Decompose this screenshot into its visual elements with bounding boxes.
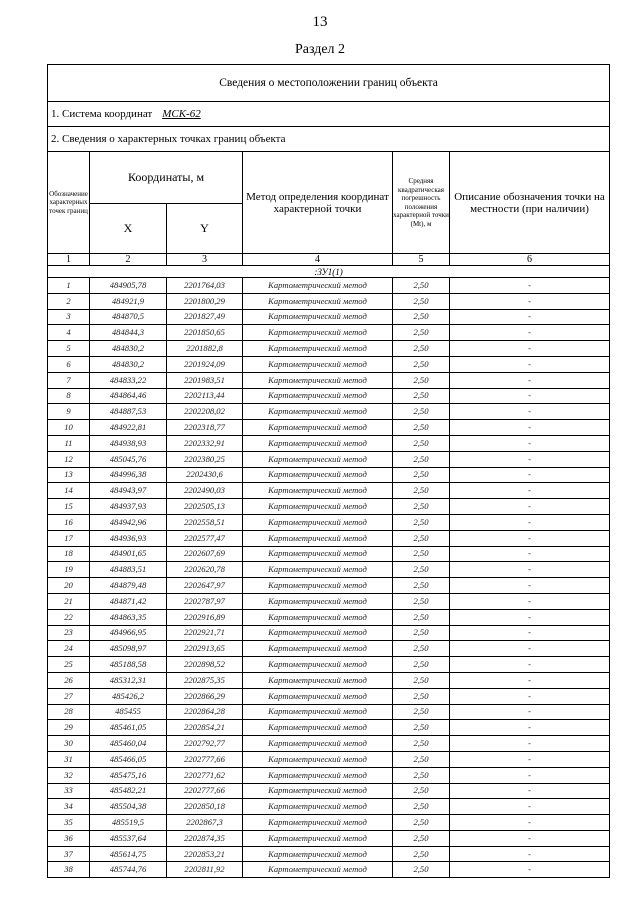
method-cell: Картометрический метод: [243, 751, 393, 767]
table-row: [48, 483, 610, 499]
precision-cell: 2,50: [393, 767, 450, 783]
precision-cell: 2,50: [393, 388, 450, 404]
precision-cell: 2,50: [393, 783, 450, 799]
description-cell: -: [450, 278, 610, 294]
point-id-cell: 19: [48, 562, 90, 578]
y-cell: 2201764,03: [167, 278, 243, 294]
method-cell: Картометрический метод: [243, 736, 393, 752]
x-cell: 485188,58: [90, 657, 167, 673]
point-id-cell: 38: [48, 862, 90, 878]
method-cell: Картометрический метод: [243, 767, 393, 783]
description-cell: -: [450, 720, 610, 736]
y-cell: 2202916,89: [167, 609, 243, 625]
method-cell: Картометрический метод: [243, 657, 393, 673]
x-cell: 484863,35: [90, 609, 167, 625]
y-cell: 2201850,65: [167, 325, 243, 341]
col-number: 1: [48, 254, 90, 266]
y-cell: 2202854,21: [167, 720, 243, 736]
x-cell: 484922,81: [90, 420, 167, 436]
x-cell: 484905,78: [90, 278, 167, 294]
table-row: [48, 420, 610, 436]
table-row: [48, 641, 610, 657]
y-cell: 2202811,92: [167, 862, 243, 878]
table-row: [48, 657, 610, 673]
description-cell: -: [450, 309, 610, 325]
description-cell: -: [450, 704, 610, 720]
point-id-cell: 17: [48, 530, 90, 546]
point-id-cell: 33: [48, 783, 90, 799]
method-cell: Картометрический метод: [243, 704, 393, 720]
precision-cell: 2,50: [393, 815, 450, 831]
y-cell: 2202898,52: [167, 657, 243, 673]
y-cell: 2202866,29: [167, 688, 243, 704]
precision-cell: 2,50: [393, 483, 450, 499]
table-row: [48, 609, 610, 625]
description-cell: -: [450, 799, 610, 815]
method-cell: Картометрический метод: [243, 514, 393, 530]
table-row: [48, 799, 610, 815]
header-coords: Координаты, м: [90, 152, 243, 204]
point-id-cell: 24: [48, 641, 90, 657]
page-number: 13: [312, 14, 328, 30]
x-cell: 485537,64: [90, 830, 167, 846]
table-row: [48, 704, 610, 720]
table-row: [48, 404, 610, 420]
method-cell: Картометрический метод: [243, 293, 393, 309]
x-cell: 485426,2: [90, 688, 167, 704]
precision-cell: 2,50: [393, 862, 450, 878]
description-cell: -: [450, 420, 610, 436]
method-cell: Картометрический метод: [243, 862, 393, 878]
table-row: [48, 341, 610, 357]
point-id-cell: 20: [48, 578, 90, 594]
point-id-cell: 22: [48, 609, 90, 625]
y-cell: 2201882,8: [167, 341, 243, 357]
description-cell: -: [450, 688, 610, 704]
point-id-cell: 27: [48, 688, 90, 704]
point-id-cell: 15: [48, 499, 90, 515]
description-cell: -: [450, 657, 610, 673]
description-cell: -: [450, 672, 610, 688]
x-cell: 485504,38: [90, 799, 167, 815]
x-cell: 484887,53: [90, 404, 167, 420]
point-id-cell: 31: [48, 751, 90, 767]
method-cell: Картометрический метод: [243, 325, 393, 341]
precision-cell: 2,50: [393, 799, 450, 815]
x-cell: 484936,93: [90, 530, 167, 546]
y-cell: 2202921,71: [167, 625, 243, 641]
description-cell: -: [450, 388, 610, 404]
precision-cell: 2,50: [393, 356, 450, 372]
description-cell: -: [450, 435, 610, 451]
col-number: 4: [243, 254, 393, 266]
point-id-cell: 6: [48, 356, 90, 372]
table-row: [48, 830, 610, 846]
y-cell: 2202208,02: [167, 404, 243, 420]
x-cell: 484937,93: [90, 499, 167, 515]
x-cell: 484864,46: [90, 388, 167, 404]
method-cell: Картометрический метод: [243, 420, 393, 436]
description-cell: -: [450, 562, 610, 578]
method-cell: Картометрический метод: [243, 593, 393, 609]
method-cell: Картометрический метод: [243, 404, 393, 420]
x-cell: 484883,51: [90, 562, 167, 578]
y-cell: 2202777,66: [167, 783, 243, 799]
precision-cell: 2,50: [393, 672, 450, 688]
point-id-cell: 5: [48, 341, 90, 357]
x-cell: 485460,04: [90, 736, 167, 752]
table-row: [48, 451, 610, 467]
method-cell: Картометрический метод: [243, 609, 393, 625]
x-cell: 485098,97: [90, 641, 167, 657]
method-cell: Картометрический метод: [243, 388, 393, 404]
y-cell: 2202607,69: [167, 546, 243, 562]
y-cell: 2202558,51: [167, 514, 243, 530]
method-cell: Картометрический метод: [243, 546, 393, 562]
precision-cell: 2,50: [393, 641, 450, 657]
point-id-cell: 3: [48, 309, 90, 325]
description-cell: -: [450, 514, 610, 530]
point-id-cell: 7: [48, 372, 90, 388]
precision-cell: 2,50: [393, 341, 450, 357]
point-id-cell: 2: [48, 293, 90, 309]
x-cell: 484921,9: [90, 293, 167, 309]
header-x: X: [90, 204, 167, 254]
y-cell: 2202490,03: [167, 483, 243, 499]
precision-cell: 2,50: [393, 704, 450, 720]
description-cell: -: [450, 451, 610, 467]
table-row: [48, 325, 610, 341]
precision-cell: 2,50: [393, 562, 450, 578]
method-cell: Картометрический метод: [243, 578, 393, 594]
y-cell: 2202787,97: [167, 593, 243, 609]
x-cell: 484996,38: [90, 467, 167, 483]
x-cell: 484844,3: [90, 325, 167, 341]
y-cell: 2202430,6: [167, 467, 243, 483]
description-cell: -: [450, 356, 610, 372]
precision-cell: 2,50: [393, 499, 450, 515]
precision-cell: 2,50: [393, 578, 450, 594]
x-cell: 485614,75: [90, 846, 167, 862]
method-cell: Картометрический метод: [243, 688, 393, 704]
precision-cell: 2,50: [393, 420, 450, 436]
description-cell: -: [450, 783, 610, 799]
point-id-cell: 16: [48, 514, 90, 530]
header-point-id: Обозначение характерных точек границ: [48, 152, 90, 254]
section-title: Раздел 2: [294, 42, 346, 57]
table-row: [48, 751, 610, 767]
table-row: [48, 499, 610, 515]
precision-cell: 2,50: [393, 530, 450, 546]
y-cell: 2202853,21: [167, 846, 243, 862]
point-id-cell: 28: [48, 704, 90, 720]
table-row: [48, 546, 610, 562]
y-cell: 2202577,47: [167, 530, 243, 546]
precision-cell: 2,50: [393, 751, 450, 767]
method-cell: Картометрический метод: [243, 278, 393, 294]
point-id-cell: 21: [48, 593, 90, 609]
precision-cell: 2,50: [393, 293, 450, 309]
point-id-cell: 37: [48, 846, 90, 862]
method-cell: Картометрический метод: [243, 846, 393, 862]
method-cell: Картометрический метод: [243, 641, 393, 657]
method-cell: Картометрический метод: [243, 625, 393, 641]
point-id-cell: 29: [48, 720, 90, 736]
method-cell: Картометрический метод: [243, 435, 393, 451]
y-cell: 2202113,44: [167, 388, 243, 404]
x-cell: 484833,22: [90, 372, 167, 388]
y-cell: 2201800,29: [167, 293, 243, 309]
col-number: 2: [90, 254, 167, 266]
point-id-cell: 9: [48, 404, 90, 420]
method-cell: Картометрический метод: [243, 451, 393, 467]
table-row: [48, 293, 610, 309]
description-cell: -: [450, 578, 610, 594]
precision-cell: 2,50: [393, 404, 450, 420]
x-cell: 485744,76: [90, 862, 167, 878]
table-row: [48, 356, 610, 372]
point-id-cell: 34: [48, 799, 90, 815]
point-id-cell: 23: [48, 625, 90, 641]
description-cell: -: [450, 467, 610, 483]
precision-cell: 2,50: [393, 309, 450, 325]
table-row: [48, 720, 610, 736]
y-cell: 2202874,35: [167, 830, 243, 846]
table-row: [48, 514, 610, 530]
table-row: [48, 736, 610, 752]
point-id-cell: 14: [48, 483, 90, 499]
table-row: [48, 625, 610, 641]
table-row: [48, 688, 610, 704]
table-title: Сведения о местоположении границ объекта: [48, 65, 610, 102]
header-y: Y: [167, 204, 243, 254]
description-cell: -: [450, 625, 610, 641]
method-cell: Картометрический метод: [243, 815, 393, 831]
col-number: 6: [450, 254, 610, 266]
boundary-table: [47, 64, 610, 878]
table-row: [48, 672, 610, 688]
header-description: Описание обозначения точки на местности (при наличии): [450, 152, 610, 254]
header-method: Метод определения координат характерной точки: [243, 152, 393, 254]
method-cell: Картометрический метод: [243, 483, 393, 499]
method-cell: Картометрический метод: [243, 830, 393, 846]
description-cell: -: [450, 499, 610, 515]
point-id-cell: 12: [48, 451, 90, 467]
table-row: [48, 309, 610, 325]
point-id-cell: 1: [48, 278, 90, 294]
table-row: [48, 530, 610, 546]
point-id-cell: 36: [48, 830, 90, 846]
table-row: [48, 783, 610, 799]
table-row: [48, 562, 610, 578]
x-cell: 485045,76: [90, 451, 167, 467]
point-id-cell: 8: [48, 388, 90, 404]
point-id-cell: 4: [48, 325, 90, 341]
y-cell: 2202792,77: [167, 736, 243, 752]
table-row: [48, 846, 610, 862]
y-cell: 2202850,18: [167, 799, 243, 815]
description-cell: -: [450, 593, 610, 609]
description-cell: -: [450, 751, 610, 767]
precision-cell: 2,50: [393, 514, 450, 530]
description-cell: -: [450, 546, 610, 562]
precision-cell: 2,50: [393, 325, 450, 341]
method-cell: Картометрический метод: [243, 309, 393, 325]
description-cell: -: [450, 846, 610, 862]
description-cell: -: [450, 325, 610, 341]
description-cell: -: [450, 341, 610, 357]
description-cell: -: [450, 736, 610, 752]
method-cell: Картометрический метод: [243, 783, 393, 799]
table-row: [48, 278, 610, 294]
description-cell: -: [450, 830, 610, 846]
precision-cell: 2,50: [393, 830, 450, 846]
method-cell: Картометрический метод: [243, 799, 393, 815]
method-cell: Картометрический метод: [243, 720, 393, 736]
method-cell: Картометрический метод: [243, 530, 393, 546]
precision-cell: 2,50: [393, 720, 450, 736]
y-cell: 2202864,28: [167, 704, 243, 720]
table-row: [48, 388, 610, 404]
x-cell: 484942,96: [90, 514, 167, 530]
table-row: [48, 372, 610, 388]
y-cell: 2202777,66: [167, 751, 243, 767]
precision-cell: 2,50: [393, 736, 450, 752]
precision-cell: 2,50: [393, 625, 450, 641]
zu-label: :ЗУ1(1): [48, 266, 610, 278]
x-cell: 485475,16: [90, 767, 167, 783]
y-cell: 2201827,49: [167, 309, 243, 325]
y-cell: 2202771,62: [167, 767, 243, 783]
precision-cell: 2,50: [393, 609, 450, 625]
y-cell: 2202380,25: [167, 451, 243, 467]
table-row: [48, 578, 610, 594]
precision-cell: 2,50: [393, 593, 450, 609]
y-cell: 2202505,13: [167, 499, 243, 515]
method-cell: Картометрический метод: [243, 562, 393, 578]
y-cell: 2201983,51: [167, 372, 243, 388]
point-id-cell: 18: [48, 546, 90, 562]
precision-cell: 2,50: [393, 546, 450, 562]
x-cell: 484879,48: [90, 578, 167, 594]
description-cell: -: [450, 530, 610, 546]
col-number: 3: [167, 254, 243, 266]
x-cell: 485461,05: [90, 720, 167, 736]
y-cell: 2201924,09: [167, 356, 243, 372]
method-cell: Картометрический метод: [243, 356, 393, 372]
table-row: [48, 815, 610, 831]
precision-cell: 2,50: [393, 467, 450, 483]
description-cell: -: [450, 641, 610, 657]
y-cell: 2202620,78: [167, 562, 243, 578]
precision-cell: 2,50: [393, 688, 450, 704]
point-id-cell: 26: [48, 672, 90, 688]
x-cell: 484871,42: [90, 593, 167, 609]
method-cell: Картометрический метод: [243, 372, 393, 388]
table-row: [48, 593, 610, 609]
description-cell: -: [450, 293, 610, 309]
x-cell: 485455: [90, 704, 167, 720]
table-row: [48, 435, 610, 451]
x-cell: 484938,93: [90, 435, 167, 451]
method-cell: Картометрический метод: [243, 467, 393, 483]
method-cell: Картометрический метод: [243, 499, 393, 515]
x-cell: 484830,2: [90, 341, 167, 357]
precision-cell: 2,50: [393, 278, 450, 294]
description-cell: -: [450, 767, 610, 783]
y-cell: 2202913,65: [167, 641, 243, 657]
x-cell: 485312,31: [90, 672, 167, 688]
point-id-cell: 25: [48, 657, 90, 673]
description-cell: -: [450, 815, 610, 831]
method-cell: Картометрический метод: [243, 672, 393, 688]
points-label: 2. Сведения о характерных точках границ объекта: [48, 127, 610, 152]
point-id-cell: 13: [48, 467, 90, 483]
y-cell: 2202318,77: [167, 420, 243, 436]
header-precision: Средняя квадратическая погрешность положения характерной точки (Mt), м: [393, 152, 450, 254]
y-cell: 2202647,97: [167, 578, 243, 594]
table-row: [48, 767, 610, 783]
description-cell: -: [450, 372, 610, 388]
y-cell: 2202875,35: [167, 672, 243, 688]
coord-system-value: МСК-62: [162, 108, 201, 120]
precision-cell: 2,50: [393, 846, 450, 862]
x-cell: 484943,97: [90, 483, 167, 499]
x-cell: 484901,65: [90, 546, 167, 562]
point-id-cell: 30: [48, 736, 90, 752]
precision-cell: 2,50: [393, 451, 450, 467]
x-cell: 484870,5: [90, 309, 167, 325]
x-cell: 485519,5: [90, 815, 167, 831]
point-id-cell: 11: [48, 435, 90, 451]
description-cell: -: [450, 404, 610, 420]
col-number: 5: [393, 254, 450, 266]
coord-system-label: 1. Система координат: [51, 108, 153, 120]
y-cell: 2202867,3: [167, 815, 243, 831]
y-cell: 2202332,91: [167, 435, 243, 451]
table-row: [48, 862, 610, 878]
x-cell: 485466,05: [90, 751, 167, 767]
x-cell: 484830,2: [90, 356, 167, 372]
coord-system-row: [48, 102, 610, 127]
precision-cell: 2,50: [393, 372, 450, 388]
method-cell: Картометрический метод: [243, 341, 393, 357]
x-cell: 484966,95: [90, 625, 167, 641]
table-row: [48, 467, 610, 483]
precision-cell: 2,50: [393, 435, 450, 451]
point-id-cell: 32: [48, 767, 90, 783]
description-cell: -: [450, 609, 610, 625]
description-cell: -: [450, 862, 610, 878]
precision-cell: 2,50: [393, 657, 450, 673]
x-cell: 485482,21: [90, 783, 167, 799]
point-id-cell: 10: [48, 420, 90, 436]
point-id-cell: 35: [48, 815, 90, 831]
description-cell: -: [450, 483, 610, 499]
